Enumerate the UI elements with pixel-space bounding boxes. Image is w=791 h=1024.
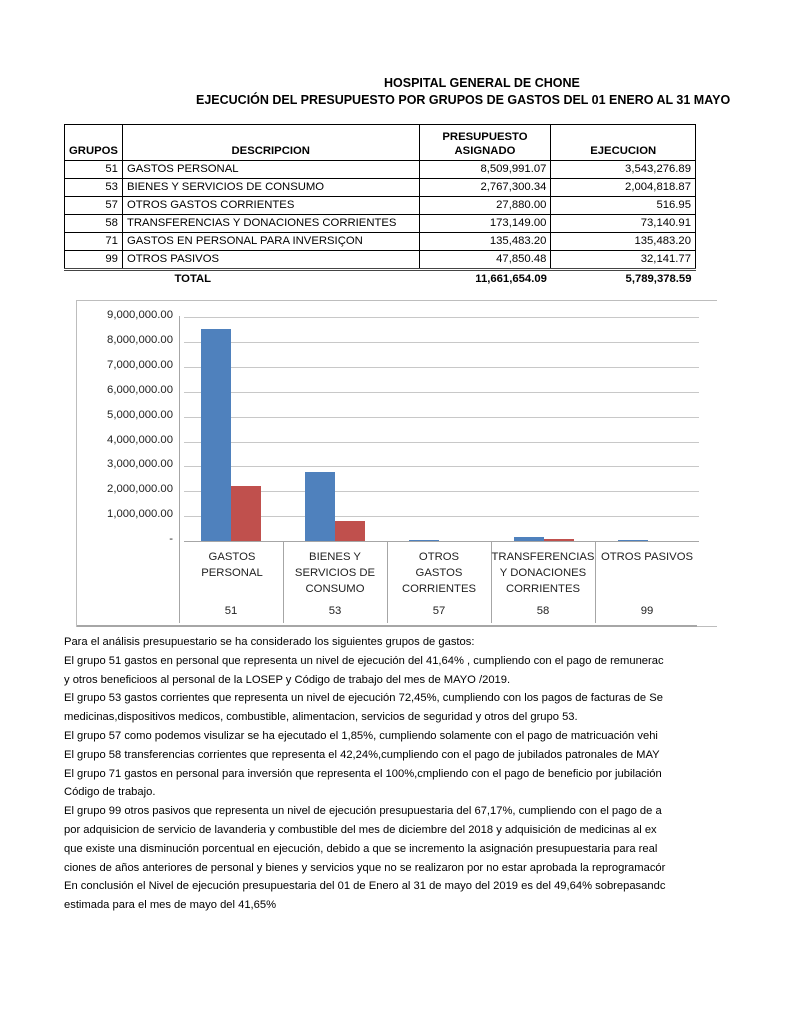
x-category-code: 99 bbox=[640, 605, 654, 617]
bar-57-presupuesto bbox=[409, 540, 439, 541]
gridline bbox=[184, 392, 699, 393]
x-category-label: OTROS GASTOS CORRIENTES bbox=[401, 551, 477, 595]
text-line: El grupo 51 gastos en personal que representa un nivel de ejecución del 41,64% , cumpliendo con el pago de remunerac bbox=[64, 654, 664, 667]
table-header-row bbox=[65, 125, 696, 161]
cell-presupuesto: 173,149.00 bbox=[419, 215, 551, 233]
table-row bbox=[65, 215, 696, 233]
cell-ejecucion: 135,483.20 bbox=[551, 233, 696, 251]
text-line: que existe una disminución porcentual en ejecución, debido a que se incremento la asignación presupuestaria para real bbox=[64, 842, 658, 855]
cell-ejecucion: 73,140.91 bbox=[551, 215, 696, 233]
budget-bar-chart bbox=[76, 300, 717, 627]
document-subtitle: EJECUCIÓN DEL PRESUPUESTO POR GRUPOS DE GASTOS DEL 01 ENERO AL 31 MAYO bbox=[196, 93, 731, 107]
cell-descripcion: GASTOS PERSONAL bbox=[122, 161, 419, 179]
table-row bbox=[65, 161, 696, 179]
gridline bbox=[184, 342, 699, 343]
table-row bbox=[65, 233, 696, 251]
gridline bbox=[184, 417, 699, 418]
x-category-code: 53 bbox=[328, 605, 342, 617]
cell-descripcion: BIENES Y SERVICIOS DE CONSUMO bbox=[122, 179, 419, 197]
x-category-code: 51 bbox=[224, 605, 238, 617]
cell-descripcion: TRANSFERENCIAS Y DONACIONES CORRIENTES bbox=[122, 215, 419, 233]
y-tick-label: 1,000,000.00 bbox=[107, 508, 173, 520]
x-category-label: BIENES Y SERVICIOS DE CONSUMO bbox=[294, 551, 376, 595]
cell-presupuesto: 8,509,991.07 bbox=[419, 161, 551, 179]
header-descripcion: DESCRIPCION bbox=[122, 125, 419, 161]
text-line: y otros beneficioos al personal de la LOSEP y Código de trabajo del mes de MAYO /2019. bbox=[64, 673, 511, 686]
bar-51-presupuesto bbox=[201, 329, 231, 541]
cell-descripcion: GASTOS EN PERSONAL PARA INVERSIÇON bbox=[122, 233, 419, 251]
y-tick-label: 2,000,000.00 bbox=[107, 483, 173, 495]
text-line: El grupo 58 transferencias corrientes que representa el 42,24%,cumpliendo con el pago de jubilados patronales de MAY bbox=[64, 748, 660, 761]
cell-presupuesto: 27,880.00 bbox=[419, 197, 551, 215]
cell-grupo: 58 bbox=[65, 215, 123, 233]
table-row bbox=[65, 197, 696, 215]
text-line: estimada para el mes de mayo del 41,65% bbox=[64, 899, 277, 912]
header-ejecucion: EJECUCION bbox=[551, 125, 696, 161]
bar-53-ejecucion bbox=[335, 521, 365, 541]
x-category-code: 57 bbox=[432, 605, 446, 617]
x-category-label: TRANSFERENCIAS Y DONACIONES CORRIENTES bbox=[491, 551, 595, 595]
bar-53-presupuesto bbox=[305, 472, 335, 541]
y-tick-label: - bbox=[169, 533, 173, 545]
text-line: Para el análisis presupuestario se ha considerado los siguientes grupos de gastos: bbox=[64, 636, 475, 648]
y-tick-label: 8,000,000.00 bbox=[107, 334, 173, 346]
cell-grupo: 71 bbox=[65, 233, 123, 251]
budget-table bbox=[64, 124, 696, 288]
text-line: El grupo 57 como podemos visulizar se ha ejecutado el 1,85%, cumpliendo solamente con el pago de matricuación vehi bbox=[64, 729, 658, 742]
x-axis-line bbox=[184, 541, 699, 542]
cell-ejecucion: 516.95 bbox=[551, 197, 696, 215]
gridline bbox=[184, 491, 699, 492]
table-total-row bbox=[65, 270, 696, 289]
cell-grupo: 57 bbox=[65, 197, 123, 215]
x-category-label: GASTOS PERSONAL bbox=[201, 551, 263, 579]
cell-grupo: 99 bbox=[65, 251, 123, 270]
gridline bbox=[184, 516, 699, 517]
x-category-code: 58 bbox=[536, 605, 550, 617]
cell-grupo: 53 bbox=[65, 179, 123, 197]
cell-grupo: 51 bbox=[65, 161, 123, 179]
bar-99-presupuesto bbox=[618, 540, 648, 541]
y-tick-label: 5,000,000.00 bbox=[107, 409, 173, 421]
cell-ejecucion: 2,004,818.87 bbox=[551, 179, 696, 197]
cell-descripcion: OTROS GASTOS CORRIENTES bbox=[122, 197, 419, 215]
cell-presupuesto: 2,767,300.34 bbox=[419, 179, 551, 197]
text-line: El grupo 99 otros pasivos que representa un nivel de ejecución presupuestaria del 67,17%, cumpliendo con el pago de a bbox=[64, 805, 662, 818]
table-row bbox=[65, 179, 696, 197]
text-line: El grupo 71 gastos en personal para inversión que representa el 100%,cmpliendo con el pago de beneficio por jubilación bbox=[64, 767, 662, 780]
cell-ejecucion: 32,141.77 bbox=[551, 251, 696, 270]
y-tick-label: 3,000,000.00 bbox=[107, 458, 173, 470]
y-tick-label: 4,000,000.00 bbox=[107, 434, 173, 446]
gridline bbox=[184, 367, 699, 368]
gridline bbox=[184, 442, 699, 443]
gridline bbox=[184, 466, 699, 467]
total-presupuesto: 11,661,654.09 bbox=[475, 273, 547, 285]
document-title: HOSPITAL GENERAL DE CHONE bbox=[384, 76, 580, 90]
table-row bbox=[65, 251, 696, 270]
bar-58-ejecucion bbox=[544, 539, 574, 541]
text-line: El grupo 53 gastos corrientes que representa un nivel de ejecución 72,45%, cumpliendo con los pagos de facturas de Se bbox=[64, 692, 663, 705]
total-label: TOTAL bbox=[174, 273, 212, 285]
y-tick-label: 9,000,000.00 bbox=[107, 309, 173, 321]
analysis-text bbox=[64, 633, 697, 915]
bar-58-presupuesto bbox=[514, 537, 544, 541]
cell-presupuesto: 135,483.20 bbox=[419, 233, 551, 251]
cell-ejecucion: 3,543,276.89 bbox=[551, 161, 696, 179]
y-axis-line bbox=[179, 316, 180, 541]
y-tick-label: 7,000,000.00 bbox=[107, 359, 173, 371]
text-line: medicinas,dispositivos medicos, combustible, alimentacion, servicios de seguridad y otros del grupo 53. bbox=[64, 711, 578, 724]
cell-descripcion: OTROS PASIVOS bbox=[122, 251, 419, 270]
text-line: ciones de años anteriores de personal y bienes y servicios yque no se realizaron por no estar aprobada la reprogramacór bbox=[64, 861, 666, 874]
gridline bbox=[184, 317, 699, 318]
bar-51-ejecucion bbox=[231, 486, 261, 541]
header-grupos: GRUPOS bbox=[65, 125, 123, 161]
x-category-label: OTROS PASIVOS bbox=[600, 551, 694, 563]
cell-presupuesto: 47,850.48 bbox=[419, 251, 551, 270]
total-ejecucion: 5,789,378.59 bbox=[625, 273, 692, 285]
y-tick-label: 6,000,000.00 bbox=[107, 384, 173, 396]
text-line: En conclusión el Nivel de ejecución presupuestaria del 01 de Enero al 31 de mayo del 2019 es del 49,64% sobrepasandc bbox=[64, 880, 666, 893]
text-line: por adquisicion de servicio de lavanderia y combustible del mes de diciembre del 2018 y adquisición de medicinas al ex bbox=[64, 823, 657, 836]
header-presupuesto: PRESUPUESTO ASIGNADO bbox=[419, 125, 551, 161]
text-line: Código de trabajo. bbox=[64, 786, 156, 799]
